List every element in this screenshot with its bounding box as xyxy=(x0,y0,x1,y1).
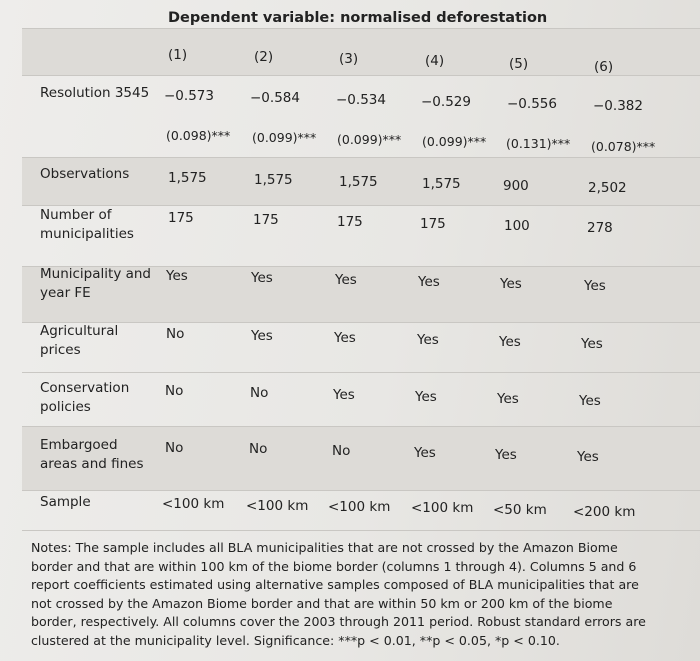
table-cell: No xyxy=(166,326,185,342)
table-rule xyxy=(22,372,700,373)
table-cell: 175 xyxy=(420,216,446,232)
table-cell: Yes xyxy=(166,268,188,284)
table-cell: Yes xyxy=(335,272,357,288)
table-cell: Yes xyxy=(579,393,601,409)
table-cell: 900 xyxy=(503,178,529,194)
table-cell: Yes xyxy=(584,278,606,294)
row-label: Sample xyxy=(40,494,91,510)
column-header: (3) xyxy=(339,51,359,67)
row-label: Agricultural prices xyxy=(40,323,119,358)
table-cell: Yes xyxy=(577,449,599,465)
coefficient-cell: −0.534 xyxy=(336,92,386,108)
table-cell: <100 km xyxy=(162,496,225,512)
table-cell: Yes xyxy=(414,445,436,461)
row-label: Conservation policies xyxy=(40,380,130,415)
table-rule xyxy=(22,28,700,29)
table-cell: Yes xyxy=(418,274,440,290)
table-cell: Yes xyxy=(251,328,273,344)
column-header: (6) xyxy=(594,59,614,75)
table-cell: Yes xyxy=(497,391,519,407)
column-header: (2) xyxy=(254,49,274,65)
table-rule xyxy=(22,490,700,491)
coefficient-cell: −0.382 xyxy=(593,98,643,114)
table-cell: Yes xyxy=(500,276,522,292)
column-header: (4) xyxy=(425,53,445,69)
std-error-cell: (0.099)*** xyxy=(337,132,402,147)
table-cell: No xyxy=(250,385,269,401)
coefficient-cell: −0.584 xyxy=(250,90,300,106)
table-notes: Notes: The sample includes all BLA municipalities that are not crossed by the Amazon Biome border and that are within 100 km of the biome border (columns 1 through 4). Columns 5 and 6 report coefficients estimated using alternative samples composed of BLA municipalities that are not crossed by the Amazon Biome border and that are within 50 km or 200 km of the biome border, respectively. All columns cover the 2003 through 2011 period. Robust standard errors are clustered at the municipality level. Significance: ***p < 0.01, **p < 0.05, *p < 0.10. xyxy=(31,540,646,648)
table-rule xyxy=(22,157,700,158)
table-title: Dependent variable: normalised deforestation xyxy=(168,10,548,26)
std-error-cell: (0.098)*** xyxy=(166,128,231,143)
table-cell: 100 xyxy=(504,218,530,234)
table-cell: <100 km xyxy=(328,499,391,515)
table-cell: No xyxy=(165,383,184,399)
table-cell: <100 km xyxy=(411,500,474,516)
std-error-cell: (0.099)*** xyxy=(252,130,317,145)
table-cell: <100 km xyxy=(246,498,309,514)
row-label: Embargoed areas and fines xyxy=(40,437,144,472)
row-label: Observations xyxy=(40,166,130,182)
table-rule xyxy=(22,530,700,531)
row-label: Number of municipalities xyxy=(40,207,134,242)
table-cell: Yes xyxy=(581,336,603,352)
table-cell: Yes xyxy=(333,387,355,403)
table-cell: <50 km xyxy=(493,502,547,518)
table-cell: 1,575 xyxy=(339,174,378,190)
std-error-cell: (0.131)*** xyxy=(506,136,571,151)
table-cell: 175 xyxy=(168,210,194,226)
coefficient-cell: −0.556 xyxy=(507,96,557,112)
column-header: (5) xyxy=(509,56,529,72)
table-cell: 1,575 xyxy=(168,170,207,186)
table-cell: <200 km xyxy=(573,504,636,520)
table-cell: 175 xyxy=(337,214,363,230)
std-error-cell: (0.078)*** xyxy=(591,139,656,154)
table-cell: No xyxy=(332,443,351,459)
table-cell: Yes xyxy=(417,332,439,348)
table-cell: 278 xyxy=(587,220,613,236)
table-cell: Yes xyxy=(495,447,517,463)
coefficient-cell: −0.573 xyxy=(164,88,214,104)
column-header: (1) xyxy=(168,47,188,63)
table-cell: 2,502 xyxy=(588,180,627,196)
table-cell: Yes xyxy=(334,330,356,346)
std-error-cell: (0.099)*** xyxy=(422,134,487,149)
table-cell: Yes xyxy=(499,334,521,350)
table-rule xyxy=(22,426,700,427)
table-rule xyxy=(22,75,700,76)
table-cell: 1,575 xyxy=(254,172,293,188)
row-label: Resolution 3545 xyxy=(40,85,150,101)
coefficient-cell: −0.529 xyxy=(421,94,471,110)
table-cell: Yes xyxy=(251,270,273,286)
row-label: Municipality and year FE xyxy=(40,266,151,301)
table-cell: No xyxy=(165,440,184,456)
table-cell: Yes xyxy=(415,389,437,405)
table-cell: 175 xyxy=(253,212,279,228)
table-cell: No xyxy=(249,441,268,457)
table-cell: 1,575 xyxy=(422,176,461,192)
